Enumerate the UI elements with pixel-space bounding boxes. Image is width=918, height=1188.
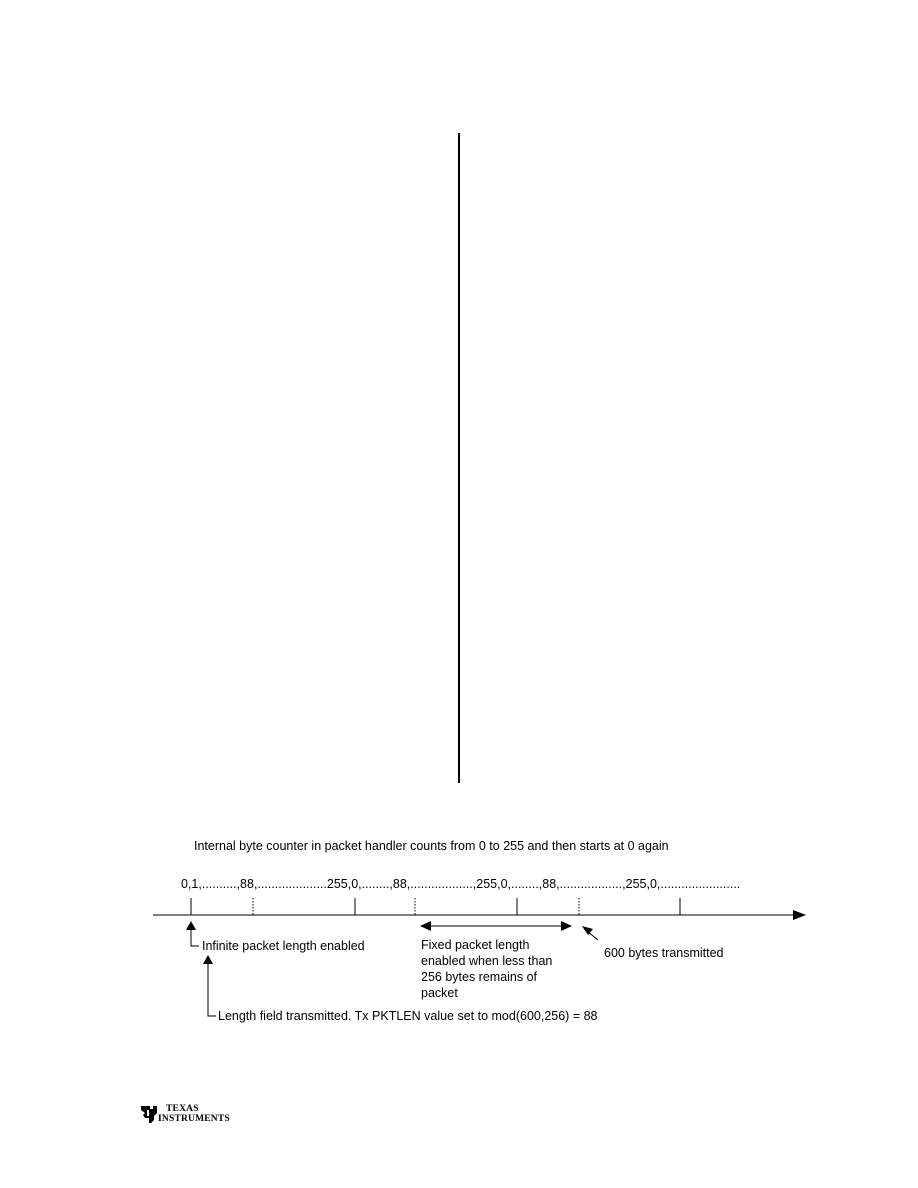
infinite-leader <box>191 930 199 946</box>
texas-instruments-logo <box>140 1104 230 1124</box>
logo-line-2: INSTRUMENTS <box>158 1114 230 1124</box>
length-field-label: Length field transmitted. Tx PKTLEN value set to mod(600,256) = 88 <box>218 1009 598 1023</box>
fixed-label: Fixed packet length enabled when less than 256 bytes remains of packet <box>421 938 553 1000</box>
timeline-arrowhead <box>793 910 806 920</box>
ti-logo-icon <box>140 1104 158 1124</box>
transmitted-label: 600 bytes transmitted <box>604 946 724 960</box>
counter-sequence: 0,1,..........,88,....................255,0,........,88,..................,255,0,........,88,..................,255,0,....................... <box>181 877 741 891</box>
fixed-range-arrow-right <box>561 921 572 931</box>
fixed-range-arrow-left <box>420 921 431 931</box>
length-field-pointer <box>203 955 213 964</box>
length-field-leader <box>208 964 216 1016</box>
infinite-label: Infinite packet length enabled <box>202 939 365 953</box>
infinite-pointer <box>186 921 196 930</box>
diagram-caption: Internal byte counter in packet handler counts from 0 to 255 and then starts at 0 again <box>194 839 669 853</box>
transmitted-pointer-head <box>582 926 593 935</box>
logo-line-1: TEXAS <box>166 1104 199 1114</box>
